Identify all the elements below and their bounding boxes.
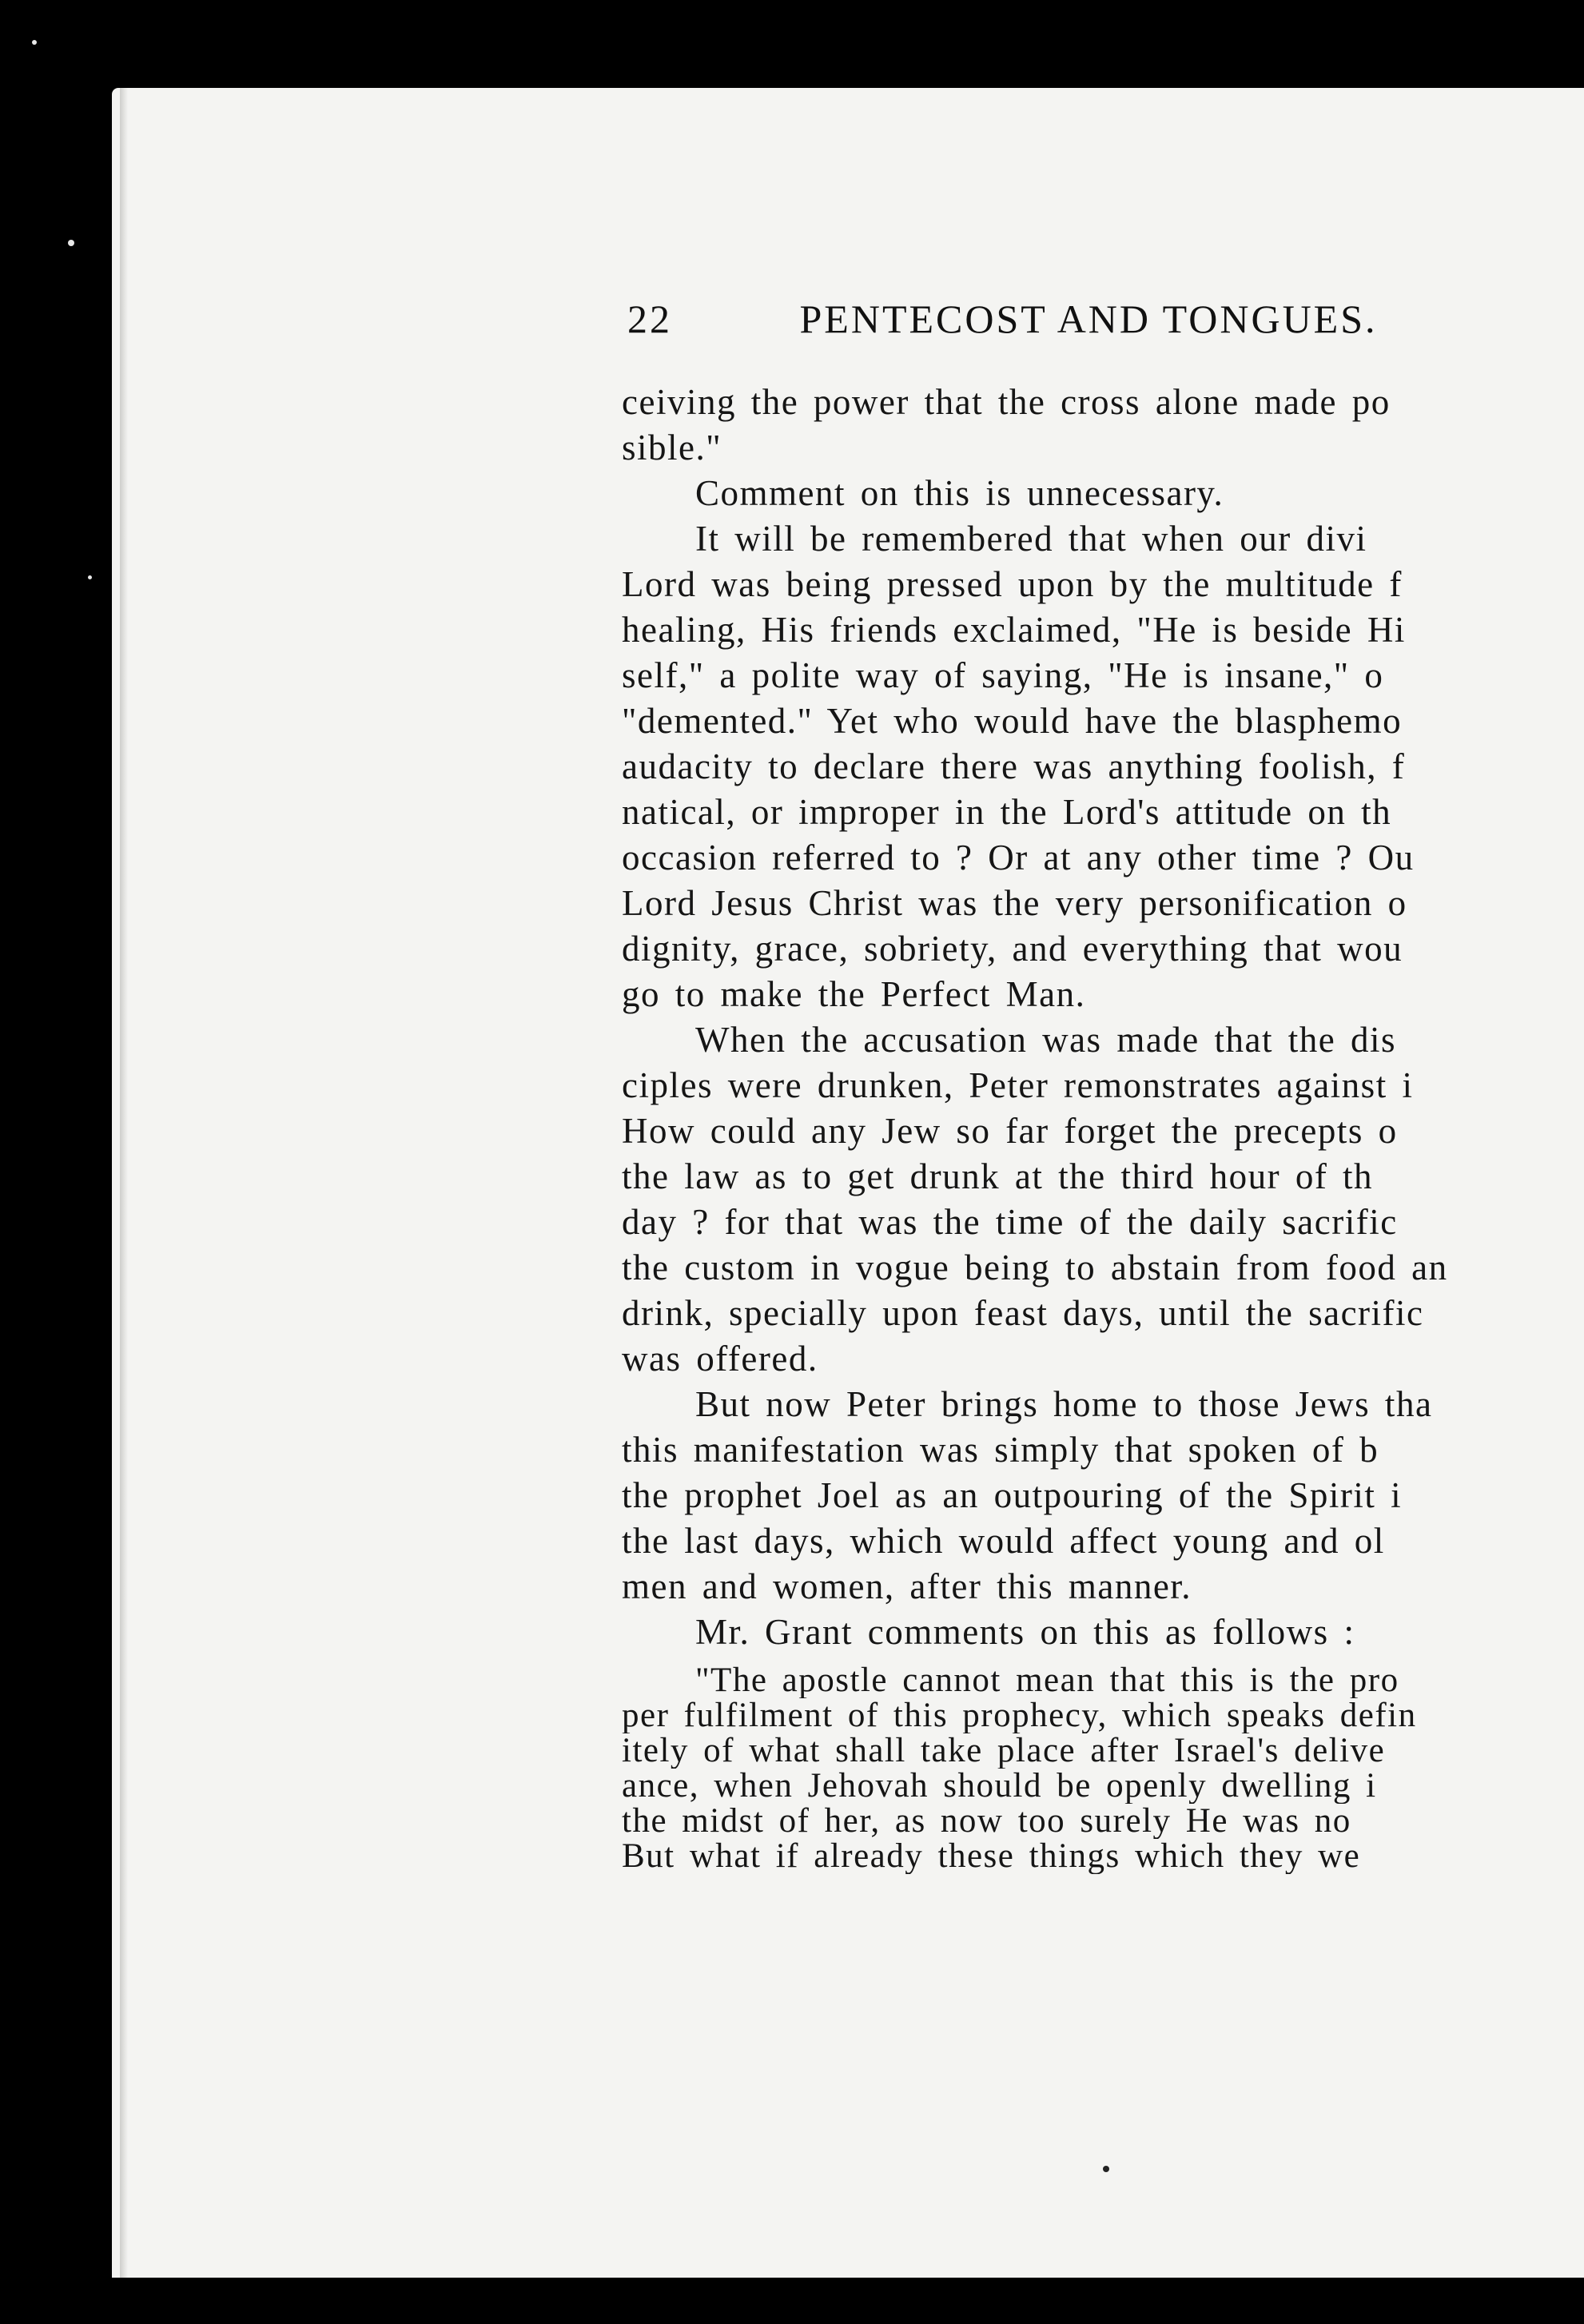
text-line: the prophet Joel as an outpouring of the Spirit i xyxy=(622,1475,1403,1515)
quote-line: ance, when Jehovah should be openly dwelling i xyxy=(622,1769,1377,1804)
text-line: audacity to declare there was anything foolish, f xyxy=(622,746,1406,786)
page-header xyxy=(627,296,1584,352)
text-line: the custom in vogue being to abstain from food an xyxy=(622,1248,1448,1287)
scan-speck xyxy=(1103,2166,1109,2172)
quote-line: the midst of her, as now too surely He was no xyxy=(622,1804,1351,1839)
text-line: go to make the Perfect Man. xyxy=(622,974,1086,1014)
paragraph-5 xyxy=(622,1382,1584,1610)
paragraph-4 xyxy=(622,1017,1584,1382)
body-text xyxy=(622,380,1584,1874)
paragraph-3 xyxy=(622,516,1584,1017)
text-line: Comment on this is unnecessary. xyxy=(695,473,1224,513)
block-quote xyxy=(622,1663,1584,1874)
text-line: Mr. Grant comments on this as follows : xyxy=(695,1612,1355,1652)
text-line: sible." xyxy=(622,428,722,468)
text-line: the law as to get drunk at the third hour of th xyxy=(622,1156,1374,1196)
text-line: occasion referred to ? Or at any other time ? Ou xyxy=(622,838,1415,877)
text-line: healing, His friends exclaimed, "He is beside Hi xyxy=(622,610,1406,650)
paragraph-1 xyxy=(622,380,1584,471)
quote-line: But what if already these things which they we xyxy=(622,1839,1361,1874)
page-number: 22 xyxy=(627,296,672,341)
text-line: men and women, after this manner. xyxy=(622,1566,1192,1606)
text-line: self," a polite way of saying, "He is insane," o xyxy=(622,655,1384,695)
quote-line: itely of what shall take place after Israel's delive xyxy=(622,1733,1386,1769)
text-line: It will be remembered that when our divi xyxy=(695,519,1367,559)
paragraph-2 xyxy=(622,471,1584,516)
text-line: When the accusation was made that the dis xyxy=(695,1020,1396,1060)
text-line: But now Peter brings home to those Jews tha xyxy=(695,1384,1433,1424)
running-title: PENTECOST AND TONGUES. xyxy=(799,296,1378,341)
text-line: ciples were drunken, Peter remonstrates against i xyxy=(622,1065,1414,1105)
scan-speck xyxy=(32,40,37,45)
text-line: drink, specially upon feast days, until the sacrific xyxy=(622,1293,1424,1333)
quote-line: per fulfilment of this prophecy, which speaks defin xyxy=(622,1698,1417,1733)
scan-speck xyxy=(68,240,74,246)
text-line: dignity, grace, sobriety, and everything that wou xyxy=(622,929,1403,969)
scan-speck xyxy=(88,575,92,579)
text-line: How could any Jew so far forget the precepts o xyxy=(622,1111,1398,1151)
text-line: day ? for that was the time of the daily sacrific xyxy=(622,1202,1398,1242)
text-line: Lord Jesus Christ was the very personification o xyxy=(622,883,1407,923)
text-line: Lord was being pressed upon by the multitude f xyxy=(622,564,1403,604)
paragraph-6 xyxy=(622,1610,1584,1655)
quote-line: "The apostle cannot mean that this is the pro xyxy=(695,1663,1399,1698)
text-line: was offered. xyxy=(622,1339,818,1379)
page-edge-shadow xyxy=(120,88,128,2278)
text-line: natical, or improper in the Lord's attitude on th xyxy=(622,792,1392,832)
text-line: this manifestation was simply that spoken of b xyxy=(622,1430,1379,1470)
text-line: "demented." Yet who would have the blasphemo xyxy=(622,701,1403,741)
text-line: the last days, which would affect young and ol xyxy=(622,1521,1385,1561)
text-line: ceiving the power that the cross alone made po xyxy=(622,382,1391,422)
